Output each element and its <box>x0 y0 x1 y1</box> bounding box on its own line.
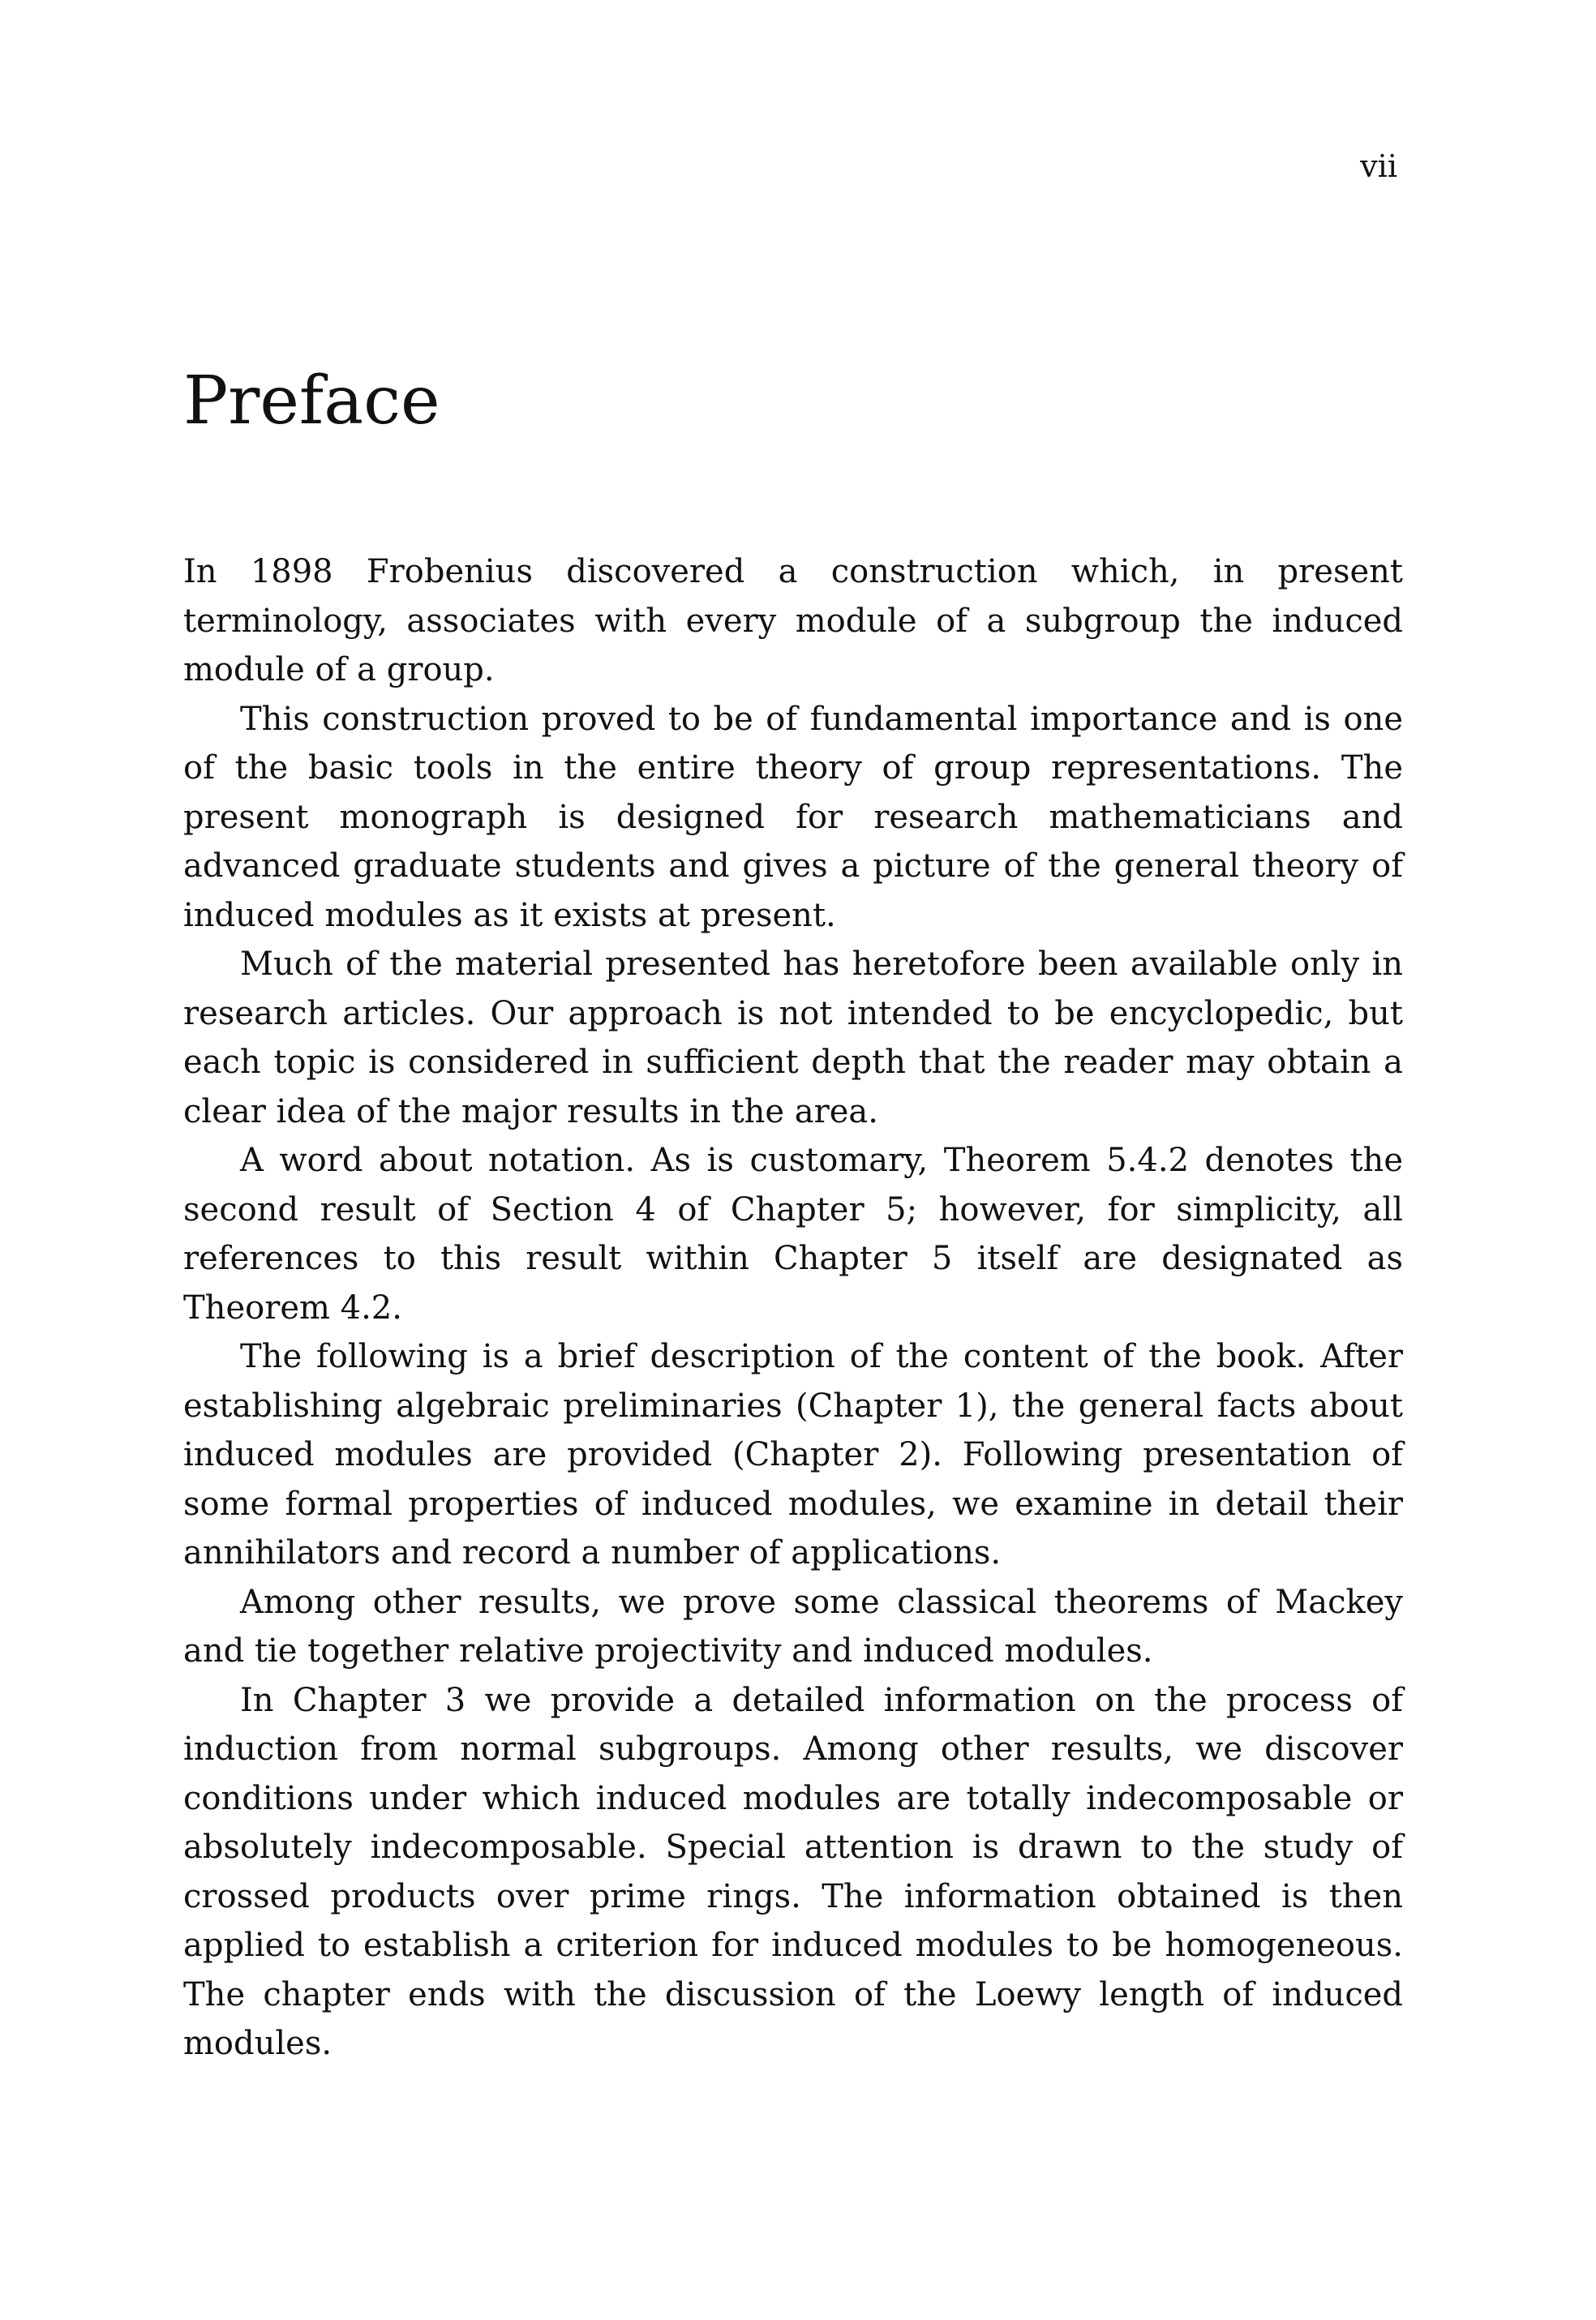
page-number: vii <box>1360 148 1397 184</box>
page-title: Preface <box>183 362 440 440</box>
preface-body <box>183 547 1403 2069</box>
paragraph-3: Much of the material presented has heretofore been available only in research articles. Our approach is not intended to be encyclopedic, but each topic is considered in sufficient depth that the reader may obtain a clear idea of the major results in the area. <box>183 946 1403 1130</box>
paragraph-1: In 1898 Frobenius discovered a construction which, in present terminology, associates with every module of a subgroup the induced module of a group. <box>183 553 1403 688</box>
paragraph-4: A word about notation. As is customary, Theorem 5.4.2 denotes the second result of Section 4 of Chapter 5; however, for simplicity, all references to this result within Chapter 5 itself are designated as Theorem 4.2. <box>183 1142 1403 1327</box>
paragraph-5: The following is a brief description of the content of the book. After establishing algebraic preliminaries (Chapter 1), the general facts about induced modules are provided (Chapter 2). Following presentation of some formal properties of induced modules, we examine in detail their annihilators and record a number of applications. <box>183 1338 1403 1572</box>
paragraph-2: This construction proved to be of fundamental importance and is one of the basic tools in the entire theory of group representations. The present monograph is designed for research mathematicians and advanced graduate students and gives a picture of the general theory of induced modules as it exists at present. <box>183 700 1403 934</box>
paragraph-6: Among other results, we prove some classical theorems of Mackey and tie together relative projectivity and induced modules. <box>183 1583 1403 1670</box>
paragraph-7: In Chapter 3 we provide a detailed information on the process of induction from normal subgroups. Among other results, we discover conditions under which induced modules are totally indecomposable or absolutely indecomposable. Special attention is drawn to the study of crossed products over prime rings. The information obtained is then applied to establish a criterion for induced modules to be homogeneous. The chapter ends with the discussion of the Loewy length of induced modules. <box>183 1681 1403 2062</box>
